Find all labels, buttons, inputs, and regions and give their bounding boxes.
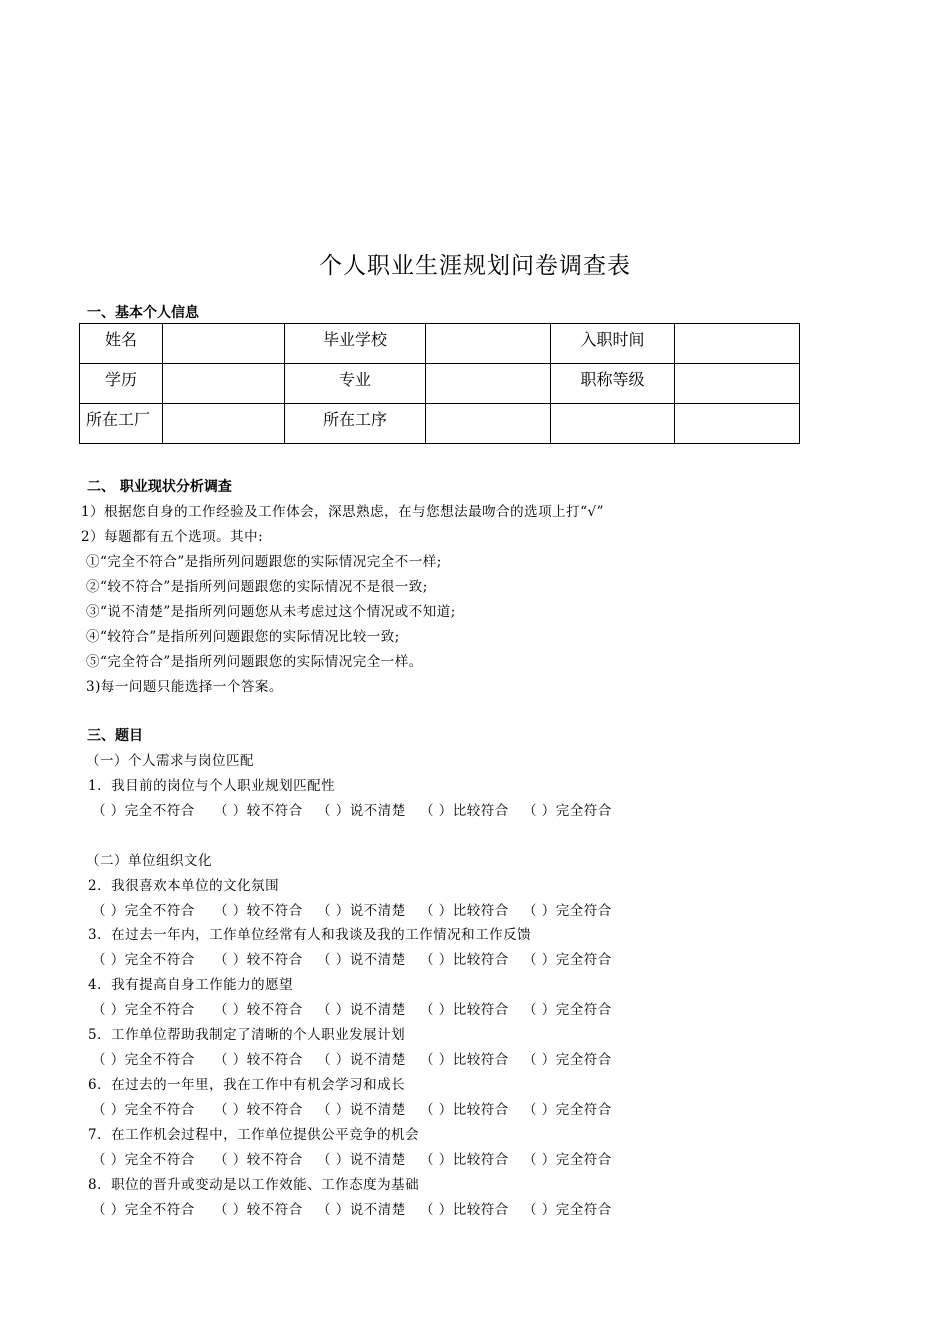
instruction-line: ③“说不清楚”是指所列问题您从未考虑过这个情况或不知道;: [86, 604, 456, 620]
instruction-line: ①“完全不符合”是指所列问题跟您的实际情况完全不一样;: [86, 554, 442, 570]
basic-info-table: [79, 323, 800, 444]
option-strongly-agree[interactable]: （ ）完全符合: [523, 903, 612, 919]
question-text: 4．我有提高自身工作能力的愿望: [88, 977, 294, 993]
question-text: 3．在过去一年内，工作单位经常有人和我谈及我的工作情况和工作反馈: [88, 927, 532, 943]
option-disagree[interactable]: （ ）较不符合: [214, 1102, 303, 1118]
input-cell-school[interactable]: [426, 324, 551, 364]
option-unsure[interactable]: （ ）说不清楚: [317, 1002, 406, 1018]
input-cell-education[interactable]: [163, 364, 285, 404]
option-agree[interactable]: （ ）比较符合: [420, 1202, 509, 1218]
table-row: [80, 364, 800, 404]
option-strongly-disagree[interactable]: （ ）完全不符合: [92, 1202, 195, 1218]
label-cell: 学历: [80, 364, 163, 404]
option-strongly-disagree[interactable]: （ ）完全不符合: [92, 1102, 195, 1118]
option-strongly-agree[interactable]: （ ）完全符合: [523, 1052, 612, 1068]
section-heading-basic-info: 一、基本个人信息: [87, 305, 199, 321]
empty-cell: [551, 404, 675, 444]
question-text: 1．我目前的岗位与个人职业规划匹配性: [88, 778, 336, 794]
section-heading-career-analysis: 二、 职业现状分析调查: [87, 479, 232, 495]
option-agree[interactable]: （ ）比较符合: [420, 1002, 509, 1018]
answer-options[interactable]: [92, 1098, 612, 1118]
option-disagree[interactable]: （ ）较不符合: [214, 1002, 303, 1018]
instruction-line: 3)每一问题只能选择一个答案。: [86, 679, 283, 695]
answer-options[interactable]: [92, 1048, 612, 1068]
group-heading: （一）个人需求与岗位匹配: [86, 753, 254, 769]
option-disagree[interactable]: （ ）较不符合: [214, 1152, 303, 1168]
answer-options[interactable]: [92, 1198, 612, 1218]
option-strongly-disagree[interactable]: （ ）完全不符合: [92, 1002, 195, 1018]
option-disagree[interactable]: （ ）较不符合: [214, 952, 303, 968]
table-row: [80, 324, 800, 364]
question-text: 8．职位的晋升或变动是以工作效能、工作态度为基础: [88, 1177, 420, 1193]
option-strongly-disagree[interactable]: （ ）完全不符合: [92, 1052, 195, 1068]
label-cell: 职称等级: [551, 364, 675, 404]
option-strongly-disagree[interactable]: （ ）完全不符合: [92, 803, 195, 819]
option-strongly-disagree[interactable]: （ ）完全不符合: [92, 952, 195, 968]
input-cell-title-level[interactable]: [675, 364, 800, 404]
option-unsure[interactable]: （ ）说不清楚: [317, 1152, 406, 1168]
option-unsure[interactable]: （ ）说不清楚: [317, 1202, 406, 1218]
question-text: 6．在过去的一年里，我在工作中有机会学习和成长: [88, 1077, 406, 1093]
option-unsure[interactable]: （ ）说不清楚: [317, 803, 406, 819]
option-strongly-agree[interactable]: （ ）完全符合: [523, 1002, 612, 1018]
instruction-line: ②“较不符合”是指所列问题跟您的实际情况不是很一致;: [86, 579, 428, 595]
question-text: 5．工作单位帮助我制定了清晰的个人职业发展计划: [88, 1027, 406, 1043]
question-text: 2．我很喜欢本单位的文化氛围: [88, 878, 280, 894]
label-cell: 所在工厂: [80, 404, 163, 444]
answer-options[interactable]: [92, 899, 612, 919]
option-strongly-agree[interactable]: （ ）完全符合: [523, 952, 612, 968]
group-heading: （二）单位组织文化: [86, 853, 212, 869]
option-unsure[interactable]: （ ）说不清楚: [317, 1052, 406, 1068]
label-cell: 入职时间: [551, 324, 675, 364]
option-agree[interactable]: （ ）比较符合: [420, 803, 509, 819]
input-cell-factory[interactable]: [163, 404, 285, 444]
option-agree[interactable]: （ ）比较符合: [420, 1152, 509, 1168]
instruction-line: 2）每题都有五个选项。其中:: [81, 529, 264, 545]
input-cell-entry-date[interactable]: [675, 324, 800, 364]
option-strongly-agree[interactable]: （ ）完全符合: [523, 1152, 612, 1168]
option-agree[interactable]: （ ）比较符合: [420, 1052, 509, 1068]
instruction-line: ⑤“完全符合”是指所列问题跟您的实际情况完全一样。: [86, 654, 423, 670]
input-cell-process[interactable]: [426, 404, 551, 444]
label-cell: 专业: [285, 364, 426, 404]
page-title: 个人职业生涯规划问卷调查表: [319, 253, 631, 279]
option-unsure[interactable]: （ ）说不清楚: [317, 1102, 406, 1118]
answer-options[interactable]: [92, 1148, 612, 1168]
option-agree[interactable]: （ ）比较符合: [420, 903, 509, 919]
option-strongly-agree[interactable]: （ ）完全符合: [523, 803, 612, 819]
question-text: 7．在工作机会过程中，工作单位提供公平竞争的机会: [88, 1127, 420, 1143]
answer-options[interactable]: [92, 998, 612, 1018]
answer-options[interactable]: [92, 799, 612, 819]
option-strongly-disagree[interactable]: （ ）完全不符合: [92, 1152, 195, 1168]
option-disagree[interactable]: （ ）较不符合: [214, 803, 303, 819]
section-heading-questions: 三、题目: [87, 728, 143, 744]
input-cell-name[interactable]: [163, 324, 285, 364]
instruction-line: 1）根据您自身的工作经验及工作体会，深思熟虑，在与您想法最吻合的选项上打“√”: [81, 504, 604, 520]
option-agree[interactable]: （ ）比较符合: [420, 952, 509, 968]
option-disagree[interactable]: （ ）较不符合: [214, 1052, 303, 1068]
option-agree[interactable]: （ ）比较符合: [420, 1102, 509, 1118]
option-disagree[interactable]: （ ）较不符合: [214, 903, 303, 919]
answer-options[interactable]: [92, 948, 612, 968]
label-cell: 所在工序: [285, 404, 426, 444]
option-strongly-agree[interactable]: （ ）完全符合: [523, 1102, 612, 1118]
input-cell-major[interactable]: [426, 364, 551, 404]
empty-cell: [675, 404, 800, 444]
option-unsure[interactable]: （ ）说不清楚: [317, 952, 406, 968]
instruction-line: ④“较符合”是指所列问题跟您的实际情况比较一致;: [86, 629, 400, 645]
option-unsure[interactable]: （ ）说不清楚: [317, 903, 406, 919]
label-cell: 姓名: [80, 324, 163, 364]
option-disagree[interactable]: （ ）较不符合: [214, 1202, 303, 1218]
option-strongly-agree[interactable]: （ ）完全符合: [523, 1202, 612, 1218]
label-cell: 毕业学校: [285, 324, 426, 364]
table-row: [80, 404, 800, 444]
option-strongly-disagree[interactable]: （ ）完全不符合: [92, 903, 195, 919]
